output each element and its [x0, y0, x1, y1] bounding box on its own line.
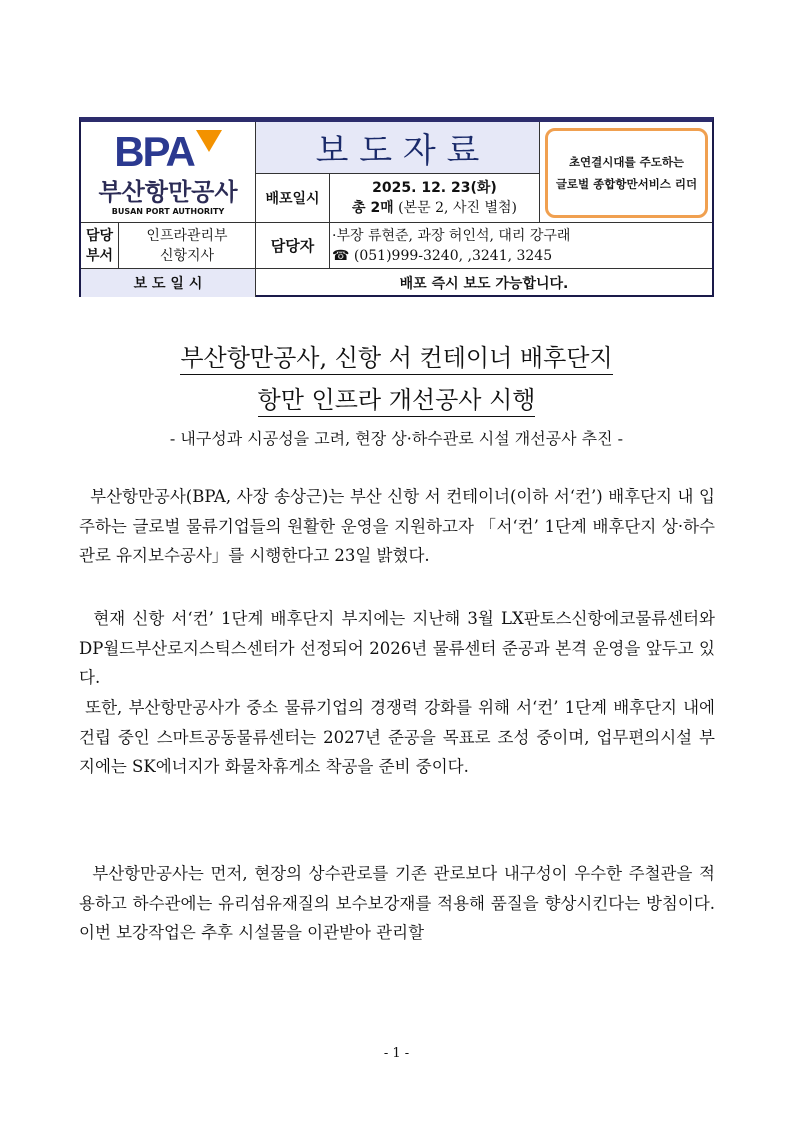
doc-type-title: 보 도 자 료: [256, 122, 540, 174]
report-time-value: 배포 즉시 보도 가능합니다.: [399, 276, 569, 292]
dept-label-1: 담당: [85, 227, 114, 244]
page-number: - 1 -: [383, 1046, 410, 1061]
paragraph: 현재 신항 서‘컨’ 1단계 배후단지 부지에는 지난해 3월 LX판토스신항에코물류센터와 DP월드부산로지스틱스센터가 선정되어 2026년 물류센터 준공과 본격 운영을 앞두고 있다.: [79, 609, 721, 687]
release-info: [330, 174, 540, 223]
logo-bpa: BPA: [114, 128, 194, 175]
headline-text-1: 부산항만공사, 신항 서 컨테이너 배후단지: [180, 344, 612, 375]
headline-text-2: 항만 인프라 개선공사 시행: [258, 386, 536, 417]
dept-label: [81, 223, 119, 269]
release-date: 2025. 12. 23(화): [372, 180, 497, 196]
dept-label-2: 부서: [85, 247, 114, 264]
contact-label: 담당자: [256, 223, 330, 269]
page-detail: (본문 2, 사진 별첨): [398, 200, 517, 216]
logo-triangle-icon: [196, 130, 222, 152]
dept-value: [119, 223, 256, 269]
headline-line-2: [0, 380, 793, 415]
contact-phone: ☎ (051)999-3240, ,3241, 3245: [332, 247, 553, 264]
headline-line-1: [0, 338, 793, 373]
paragraph: 부산항만공사(BPA, 사장 송상근)는 부산 신항 서 컨테이너(이하 서‘컨’) 배후단지 내 입주하는 글로벌 물류기업들의 원활한 운영을 지원하고자 「서‘컨’ 1단계 배후단지 상·하수관로 유지보수공사」를 시행한다고 23일 밝혔다.: [79, 487, 716, 565]
dept-1: 인프라관리부: [146, 227, 228, 244]
logo-en: BUSAN PORT AUTHORITY: [111, 207, 225, 216]
logo-kr: 부산항만공사: [98, 178, 238, 206]
paragraph: 또한, 부산항만공사가 중소 물류기업의 경쟁력 강화를 위해 서‘컨’ 1단계 배후단지 내에 건립 중인 스마트공동물류센터는 2027년 준공을 목표로 조성 중이며, 업무편의시설 부지에는 SK에너지가 화물차휴게소 착공을 준비 중이다.: [79, 698, 721, 776]
logo: [81, 122, 256, 223]
dept-2: 신항지사: [159, 247, 215, 264]
slogan-line-1: 초연결시대를 주도하는: [568, 155, 685, 169]
slogan-box: [545, 128, 708, 218]
contact-info: [330, 223, 712, 269]
paragraph: 부산항만공사는 먼저, 현장의 상수관로를 기존 관로보다 내구성이 우수한 주철관을 적용하고 하수관에는 유리섬유재질의 보수보강재를 적용해 품질을 향상시킨다는 방침이다. 이번 보강작업은 추후 시설물을 이관받아 관리할: [79, 864, 721, 942]
report-time-label: 보 도 일 시: [81, 269, 256, 297]
page-count: 총 2매: [352, 200, 394, 216]
contact-names: ·부장 류현준, 과장 허인석, 대리 강구래: [332, 227, 571, 244]
slogan-line-2: 글로벌 종합항만서비스 리더: [555, 177, 698, 191]
release-label: 배포일시: [256, 174, 330, 223]
subtitle: - 내구성과 시공성을 고려, 현장 상·하수관로 시설 개선공사 추진 -: [169, 429, 624, 448]
